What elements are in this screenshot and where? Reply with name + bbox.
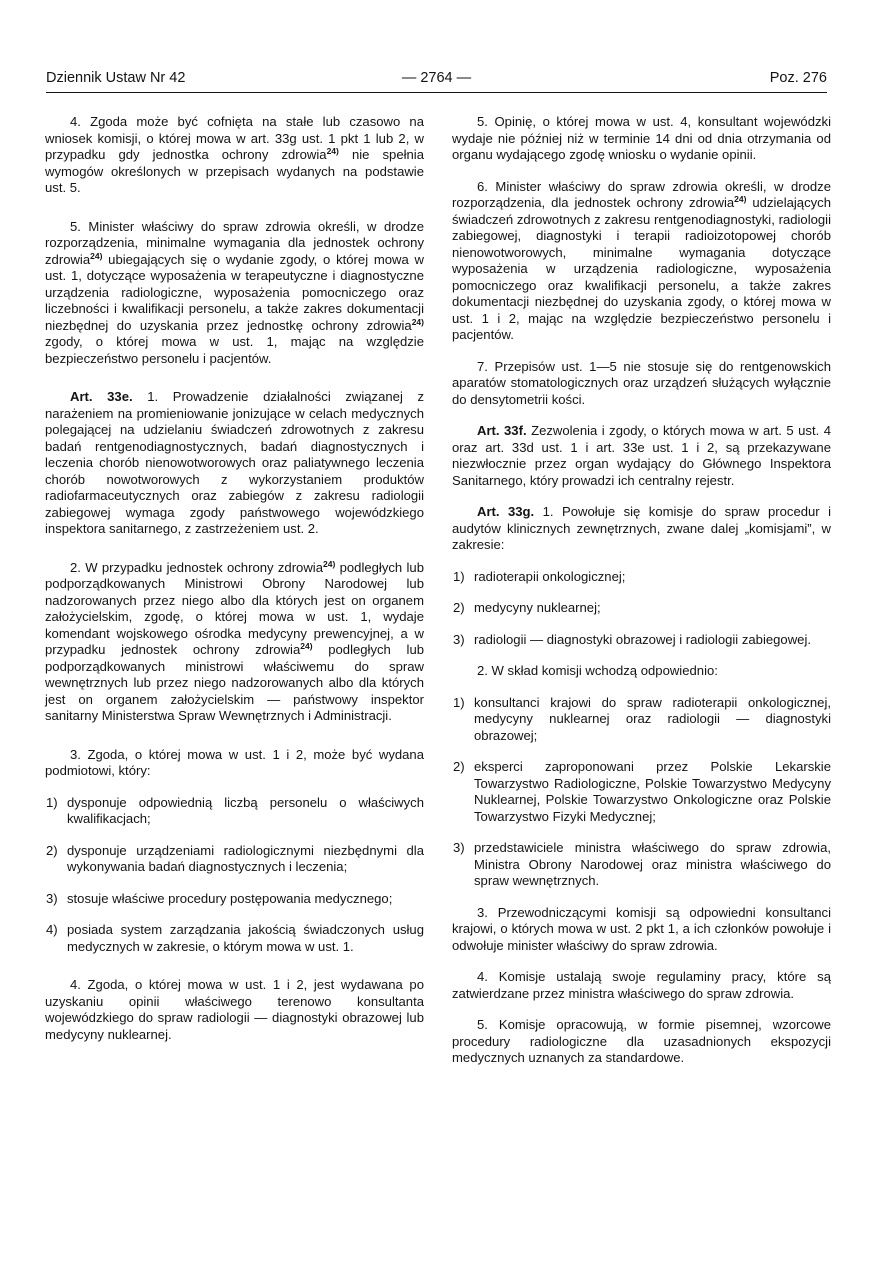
list-item (452, 569, 831, 586)
list-item (45, 922, 424, 955)
text: eksperci zaproponowani przez Polskie Lekarskie Towarzystwo Radiologiczne, Polskie Towarzystwo Medycyny Nuklearnej, Polskie Towarzystwo Onkologiczne oraz Polskie Towarzystwo Fizyki Medycznej; (474, 759, 831, 824)
text: 4. Zgoda może być cofnięta na stałe lub czasowo na wniosek komisji, o której mowa w art. 33g ust. 1 pkt 1 lub 2, w przypadku gdy jednostka ochrony zdrowia (45, 114, 424, 162)
text: 1. Prowadzenie działalności związanej z narażeniem na promieniowanie jonizujące w celach medycznych polegającej na udzielaniu świadczeń zdrowotnych z zakresu badań rentgenodiagnostycznych, badań diagnostycznych i leczenia chorób nienowotworowych oraz paliatywnego leczenia chorób nowotworowych z wykorzystaniem produktów radiofarmaceutycznych oraz zabiegów z zakresu radiologii zabiegowej wymaga zgody państwowego wojewódzkiego inspektora sanitarnego, z zastrzeżeniem ust. 2. (45, 389, 424, 536)
list-number: 2) (453, 600, 465, 615)
paragraph: 4. Zgoda, o której mowa w ust. 1 i 2, jest wydawana po uzyskaniu opinii właściwego terenowo konsultanta wojewódzkiego do spraw radiologii — diagnostyki obrazowej lub medycyny nuklearnej. (45, 977, 424, 1042)
list-number: 4) (46, 922, 58, 937)
footnote-ref: 24) (90, 250, 103, 261)
paragraph: 2. W skład komisji wchodzą odpowiednio: (477, 663, 718, 678)
article-title: Art. 33f. (477, 423, 527, 438)
text: 6. Minister właściwy do spraw zdrowia określi, w drodze rozporządzenia, dla jednostek ochrony zdrowia (452, 178, 831, 210)
position-number: Poz. 276 (769, 70, 827, 86)
article-title: Art. 33g. (477, 504, 535, 519)
footnote-ref: 24) (323, 558, 336, 569)
journal-title: Dziennik Ustaw Nr 42 (46, 70, 186, 86)
list-number: 3) (453, 631, 465, 647)
article-33e (45, 389, 424, 538)
paragraph (452, 179, 831, 344)
list-number: 1) (453, 568, 465, 584)
text: zgody, o której mowa w ust. 1, mając na względzie bezpieczeństwo personelu i pacjentów. (45, 334, 424, 366)
paragraph: 5. Opinię, o której mowa w ust. 4, konsultant wojewódzki wydaje nie później niż w terminie 14 dni od dnia otrzymania od organu wydającego zgodę wniosku o wydanie opinii. (452, 114, 831, 162)
text: konsultanci krajowi do spraw radioterapii onkologicznej, medycyny nuklearnej oraz radiologii — diagnostyki obrazowej; (474, 694, 831, 743)
text: stosuje właściwe procedury postępowania medycznego; (67, 890, 393, 906)
paragraph (45, 219, 424, 368)
list-item (45, 795, 424, 828)
text: medycyny nuklearnej; (474, 600, 601, 615)
list-item (45, 891, 424, 908)
paragraph: 5. Komisje opracowują, w formie pisemnej, wzorcowe procedury radiologiczne dla uzasadnionych ekspozycji medycznych uznanych za standardowe. (452, 1017, 831, 1065)
list-number: 1) (46, 794, 58, 810)
paragraph: 7. Przepisów ust. 1—5 nie stosuje się do rentgenowskich aparatów stomatologicznych oraz urządzeń służących wyłącznie do densytometrii kości. (452, 358, 831, 407)
footnote-ref: 24) (300, 641, 313, 651)
footnote-ref: 24) (734, 194, 747, 204)
text: Zezwolenia i zgody, o których mowa w art. 5 ust. 4 oraz art. 33d ust. 1 i art. 33e ust. 1 i 2, są przekazywane niezwłocznie przez organ wydający do Głównego Inspektora Sanitarnego, który prowadzi ich centralny rejestr. (452, 423, 832, 488)
text: podległych lub podporządkowanych ministrowi właściwemu do spraw wewnętrznych lub przez niego nadzorowanych albo dla których jest on organem założycielskim — państwowy inspektor sanitarny Ministerstwa Spraw Wewnętrznych i Administracji. (45, 642, 425, 723)
text: 2. W przypadku jednostek ochrony zdrowia (70, 559, 323, 575)
list-number: 3) (453, 840, 465, 855)
left-column (45, 114, 424, 1058)
text: posiada system zarządzania jakością świadczonych usług medycznych w zakresie, o którym mowa w ust. 1. (67, 922, 424, 954)
article-33g (452, 504, 831, 554)
article-title: Art. 33e. (70, 389, 133, 404)
list-item (452, 759, 831, 825)
text: przedstawiciele ministra właściwego do spraw zdrowia, Ministra Obrony Narodowej oraz ministra właściwego do spraw wewnętrznych. (474, 840, 831, 888)
list-number: 2) (453, 759, 465, 774)
list-item (45, 843, 424, 876)
page-number: — 2764 — (401, 70, 472, 86)
list-number: 3) (46, 890, 58, 906)
paragraph (45, 114, 424, 197)
header-rule (46, 92, 827, 93)
list-item (452, 632, 831, 649)
text: 1. Powołuje się komisje do spraw procedur i audytów klinicznych zewnętrznych, zwane dalej „komisjami”, w zakresie: (452, 504, 832, 552)
text: dysponuje urządzeniami radiologicznymi niezbędnymi dla wykonywania badań diagnostycznych i leczenia; (67, 842, 424, 874)
text: dysponuje odpowiednią liczbą personelu o właściwych kwalifikacjach; (67, 794, 424, 826)
text: radioterapii onkologicznej; (474, 568, 626, 584)
text: ubiegających się o wydanie zgody, o której mowa w ust. 1, dotyczące wyposażenia w terapeutyczne i diagnostyczne urządzenia radiologiczne, wyposażenia pomocniczego oraz liczebności i kwalifikacji personelu, a także zakres dokumentacji niezbędnej do uzyskania przez jednostkę ochrony zdrowia (45, 251, 424, 333)
list-item (452, 600, 831, 617)
footnote-ref: 24) (411, 316, 424, 327)
text: 5. Minister właściwy do spraw zdrowia określi, w drodze rozporządzenia, minimalne wymagania dla jednostek ochrony zdrowia (45, 218, 424, 267)
paragraph: 4. Komisje ustalają swoje regulaminy pracy, które są zatwierdzane przez ministra właściwego do spraw zdrowia. (452, 969, 831, 1001)
right-column (452, 114, 831, 1082)
text: radiologii — diagnostyki obrazowej i radiologii zabiegowej. (474, 631, 811, 647)
page-header (46, 70, 827, 90)
list-number: 2) (46, 842, 58, 858)
text: nie spełnia wymogów określonych w przepisach wydanych na podstawie ust. 5. (45, 147, 424, 195)
footnote-ref: 24) (326, 146, 339, 156)
text: podległych lub podporządkowanych Ministrowi Obrony Narodowej lub nadzorowanych przez niego albo dla których jest on organem założycielskim, zgodę, o której mowa w ust. 1, wydaje komendant wojskowego ośrodka medycyny prewencyjnej, a w przypadku jednostek ochrony zdrowia (45, 559, 424, 657)
article-33f (452, 423, 831, 489)
list-item (452, 695, 831, 745)
text: udzielających świadczeń zdrowotnych z zakresu rentgenodiagnostyki, radiologii zabiegowej, diagnostyki i terapii radioizotopowej chorób nienowotworowych, minimalne wymagania dotyczące wyposażenia w urządzenia radiologiczne, wyposażenia pomocniczego oraz kwalifikacji personelu, a także zakres dokumentacji niezbędnej do uzyskania zgody, o której mowa w ust. 1 i 2, mając na względzie bezpieczeństwo personelu i pacjentów. (452, 195, 831, 342)
paragraph (45, 560, 424, 725)
list-number: 1) (453, 694, 465, 710)
paragraph: 3. Przewodniczącymi komisji są odpowiedni konsultanci krajowi, o których mowa w ust. 2 pkt 1, a ich członków powołuje i odwołuje minister właściwy do spraw zdrowia. (452, 904, 831, 953)
list-item (452, 840, 831, 890)
paragraph: 3. Zgoda, o której mowa w ust. 1 i 2, może być wydana podmiotowi, który: (45, 746, 424, 778)
